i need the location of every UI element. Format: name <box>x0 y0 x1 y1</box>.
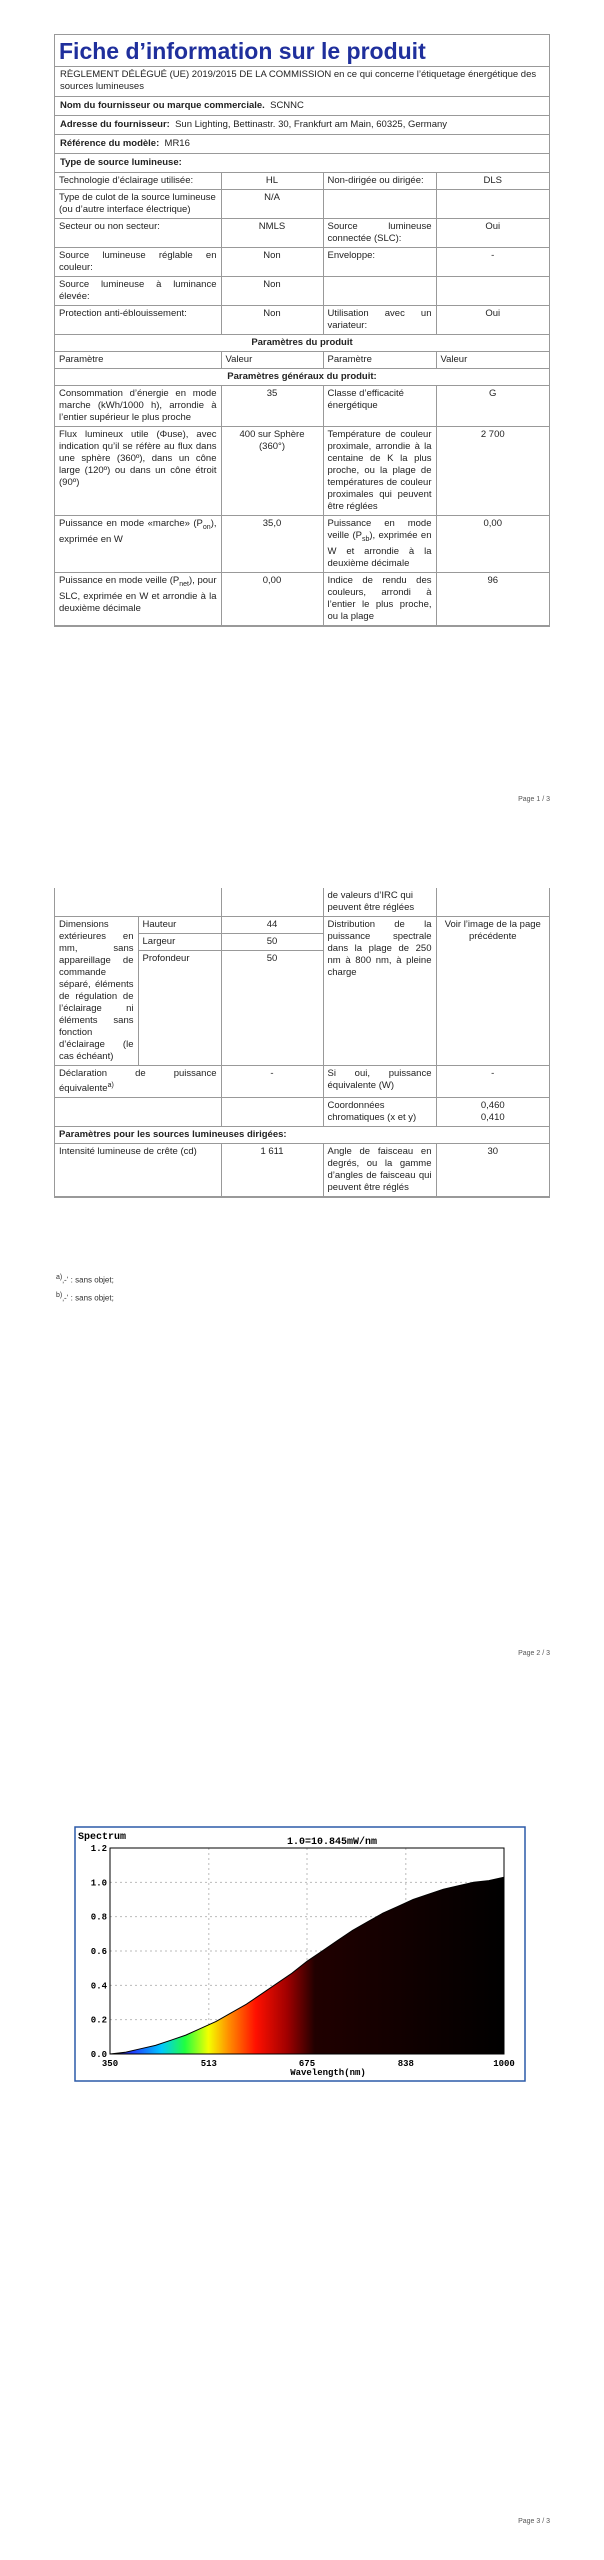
depth-label: Profondeur <box>139 951 221 968</box>
table-cell <box>55 572 221 625</box>
table-cell: NMLS <box>221 219 323 248</box>
model-value: MR16 <box>164 138 190 149</box>
table-cell <box>323 277 436 306</box>
width-value: 50 <box>222 934 323 951</box>
cap-type-label: Type de culot de la source lumineuse <box>59 192 216 203</box>
table-row <box>55 306 549 335</box>
product-info-sheet <box>54 34 550 627</box>
table-cell <box>221 888 323 917</box>
y-tick-label: 0.4 <box>90 1981 107 1992</box>
table-cell <box>436 190 549 219</box>
table-cell: Consommation d’énergie en mode marche (kWh/1000 h), arrondie à l’entier supérieur le plus proche <box>55 386 221 427</box>
table-cell: Angle de faisceau en degrés, ou la gamme d’angles de faisceau qui peuvent être réglés <box>323 1144 436 1197</box>
table-cell: DLS <box>436 173 549 190</box>
table-cell: Classe d’efficacité énergétique <box>323 386 436 427</box>
table-cell <box>436 277 549 306</box>
table-cell: Non <box>221 306 323 335</box>
spectrum-chart <box>74 1826 526 2082</box>
table-header: Paramètre <box>55 352 221 369</box>
standby-power-unit: ), exprimée en W et arrondie à la deuxième décimale <box>327 530 432 569</box>
table-cell: Protection anti-éblouissement: <box>55 306 221 335</box>
footnote-ref: a) <box>107 1082 114 1089</box>
width-label: Largeur <box>139 934 221 951</box>
standby-power-label: Puissance en mode veille (P <box>327 518 432 541</box>
equivalent-power-label: Déclaration de puissance équivalente <box>59 1068 217 1095</box>
table-cell: Indice de rendu des couleurs, arrondi à l’entier le plus proche, ou la plage <box>323 572 436 625</box>
y-tick-label: 0.8 <box>90 1912 107 1923</box>
table-cell: HL <box>221 173 323 190</box>
table-header: Paramètre <box>323 352 436 369</box>
table-cell: Non-dirigée ou dirigée: <box>323 173 436 190</box>
y-tick-label: 1.0 <box>90 1878 107 1889</box>
table-cell: 1 611 <box>221 1144 323 1197</box>
table-cell: G <box>436 386 549 427</box>
address-row <box>55 116 549 135</box>
table-cell: Température de couleur proximale, arrondie à la centaine de K la plus proche, ou la plage de températures de couleur proximales qui peuvent être réglées <box>323 427 436 516</box>
footnote-a-mark: a) <box>56 1274 63 1281</box>
table-cell: 35 <box>221 386 323 427</box>
page-number: Page 1 / 3 <box>518 796 550 803</box>
general-params-title: Paramètres généraux du produit: <box>55 369 549 386</box>
net-standby-sub: net <box>179 580 189 588</box>
depth-value: 50 <box>222 951 323 968</box>
page-3 <box>0 1680 604 2560</box>
table-row <box>55 219 549 248</box>
table-row <box>55 888 549 917</box>
dimensions-values <box>222 917 323 967</box>
table-cell: Non <box>221 277 323 306</box>
footnote-b-mark: b) <box>56 1291 63 1299</box>
table-cell: Enveloppe: <box>323 248 436 277</box>
table-cell: Oui <box>436 219 549 248</box>
spd-label: Distribution de la puissance spectrale dans la plage de 250 nm à 800 nm, à pleine charge <box>323 917 436 1066</box>
height-label: Hauteur <box>139 917 221 934</box>
regulation-intro: RÈGLEMENT DÉLÉGUÉ (UE) 2019/2015 DE LA COMMISSION en ce qui concerne l’étiquetage énergétique des sources lumineuses <box>55 67 549 97</box>
table-cell: Si oui, puissance équivalente (W) <box>323 1066 436 1098</box>
table-cell <box>436 888 549 917</box>
directional-params-title: Paramètres pour les sources lumineuses dirigées: <box>55 1127 549 1144</box>
table-cell: 0,00 <box>436 516 549 573</box>
table-row <box>55 190 549 219</box>
table-cell <box>323 190 436 219</box>
page-number: Page 2 / 3 <box>518 1650 550 1657</box>
table-row <box>55 173 549 190</box>
coord-x: 0,460 <box>480 1100 505 1112</box>
supplier-value: SCNNC <box>270 100 304 111</box>
table-row <box>55 1066 549 1098</box>
page-2 <box>0 830 604 1680</box>
footnote-a-text: ‚-‘ : sans objet; <box>62 1275 114 1285</box>
y-tick-label: 1.2 <box>90 1844 107 1854</box>
table-cell <box>55 888 221 917</box>
coord-y: 0,410 <box>480 1112 505 1124</box>
page-number: Page 3 / 3 <box>518 2518 550 2525</box>
footnote-a <box>56 1270 114 1288</box>
table-cell: N/A <box>221 190 323 219</box>
table-cell: Non <box>221 248 323 277</box>
table-cell: Utilisation avec un variateur: <box>323 306 436 335</box>
table-cell: 400 sur Sphère (360°) <box>221 427 323 516</box>
standby-power-sub: sb <box>361 535 370 543</box>
table-cell: Oui <box>436 306 549 335</box>
table-cell <box>55 1098 221 1127</box>
table-row <box>55 352 549 369</box>
table-row <box>55 572 549 625</box>
footnote-b <box>56 1288 114 1306</box>
y-tick-label: 0.2 <box>90 2015 107 2026</box>
table-cell: 35,0 <box>221 516 323 573</box>
table-cell <box>55 190 221 219</box>
dimensions-labels <box>139 917 221 967</box>
y-tick-label: 0.0 <box>90 2050 107 2060</box>
table-cell: Secteur ou non secteur: <box>55 219 221 248</box>
x-tick-label: 1000 <box>493 2059 515 2069</box>
table-cell <box>55 1066 221 1098</box>
address-value: Sun Lighting, Bettinastr. 30, Frankfurt am Main, 60325, Germany <box>175 119 448 130</box>
table-row <box>55 369 549 386</box>
table-cell <box>221 1098 323 1127</box>
net-standby-label: Puissance en mode veille (P <box>59 574 180 586</box>
params-title: Paramètres du produit <box>55 335 549 352</box>
model-row <box>55 135 549 154</box>
dimensions-label: Dimensions extérieures en mm, sans appareillage de commande séparé, éléments de régulation de l’éclairage ni éléments sans fonction d’éclairage (le cas échéant) <box>55 917 138 1066</box>
table-cell: - <box>221 1066 323 1098</box>
supplier-label: Nom du fournisseur ou marque commerciale. <box>60 100 265 111</box>
x-tick-label: 350 <box>101 2059 119 2069</box>
table-row <box>55 917 549 1066</box>
supplier-row <box>55 97 549 116</box>
footnote-b-text: ‚-‘ : sans objet; <box>62 1293 114 1303</box>
page-1 <box>0 0 604 830</box>
table-cell: - <box>436 248 549 277</box>
chart-annotation: 1.0=10.845mW/nm <box>286 1837 378 1848</box>
table-cell: Source lumineuse à luminance élevée: <box>55 277 221 306</box>
table-cell: - <box>436 1066 549 1098</box>
product-info-sheet-continued <box>54 888 550 1198</box>
x-tick-label: 838 <box>397 2059 414 2069</box>
table-cell: Coordonnées chromatiques (x et y) <box>323 1098 436 1127</box>
table-cell: Intensité lumineuse de crête (cd) <box>55 1144 221 1197</box>
table-cell: 30 <box>436 1144 549 1197</box>
table-row <box>55 1098 549 1127</box>
table-cell: 96 <box>436 572 549 625</box>
table-header: Valeur <box>436 352 549 369</box>
product-table-continued <box>55 888 549 1197</box>
table-cell: Source lumineuse connectée (SLC): <box>323 219 436 248</box>
table-cell: Flux lumineux utile (Φuse), avec indication qu’il se réfère au flux dans une sphère (360º), dans un cône large (120º) ou dans un cône étroit (90º) <box>55 427 221 516</box>
source-type-heading: Type de source lumineuse: <box>55 154 549 173</box>
address-label: Adresse du fournisseur: <box>60 119 170 130</box>
on-power-sub: on <box>202 523 211 531</box>
chart-title: Spectrum <box>78 1832 127 1843</box>
page-title: Fiche d’information sur le produit <box>55 35 549 67</box>
footnotes <box>56 1270 114 1305</box>
table-cell <box>323 516 436 573</box>
table-cell <box>436 1098 549 1127</box>
table-cell: de valeurs d’IRC qui peuvent être réglées <box>323 888 436 917</box>
table-row <box>55 1127 549 1144</box>
table-cell <box>55 516 221 573</box>
table-row <box>55 335 549 352</box>
product-table <box>55 173 549 626</box>
table-row <box>55 1144 549 1197</box>
table-cell: Source lumineuse réglable en couleur: <box>55 248 221 277</box>
dimensions-labels-cell <box>138 917 221 1066</box>
table-header: Valeur <box>221 352 323 369</box>
table-cell: Technologie d’éclairage utilisée: <box>55 173 221 190</box>
x-axis-label: Wavelength(nm) <box>290 2068 366 2078</box>
table-row <box>55 386 549 427</box>
table-row <box>55 516 549 573</box>
table-row <box>55 427 549 516</box>
table-row <box>55 277 549 306</box>
cap-type-note: (ou d’autre interface électrique) <box>59 204 191 215</box>
table-row <box>55 248 549 277</box>
x-tick-label: 675 <box>298 2059 316 2069</box>
dimensions-values-cell <box>221 917 323 1066</box>
on-power-unit: ), exprimée en W <box>59 518 217 545</box>
table-cell: 0,00 <box>221 572 323 625</box>
x-tick-label: 513 <box>200 2059 217 2069</box>
net-standby-unit: ), pour SLC, exprimée en W et arrondie à la deuxième décimale <box>59 574 217 614</box>
table-cell: 2 700 <box>436 427 549 516</box>
on-power-label: Puissance en mode «marche» (P <box>59 518 203 529</box>
height-value: 44 <box>222 917 323 934</box>
model-label: Référence du modèle: <box>60 138 160 149</box>
y-tick-label: 0.6 <box>90 1947 107 1957</box>
spd-value: Voir l’image de la page précédente <box>436 917 549 1066</box>
